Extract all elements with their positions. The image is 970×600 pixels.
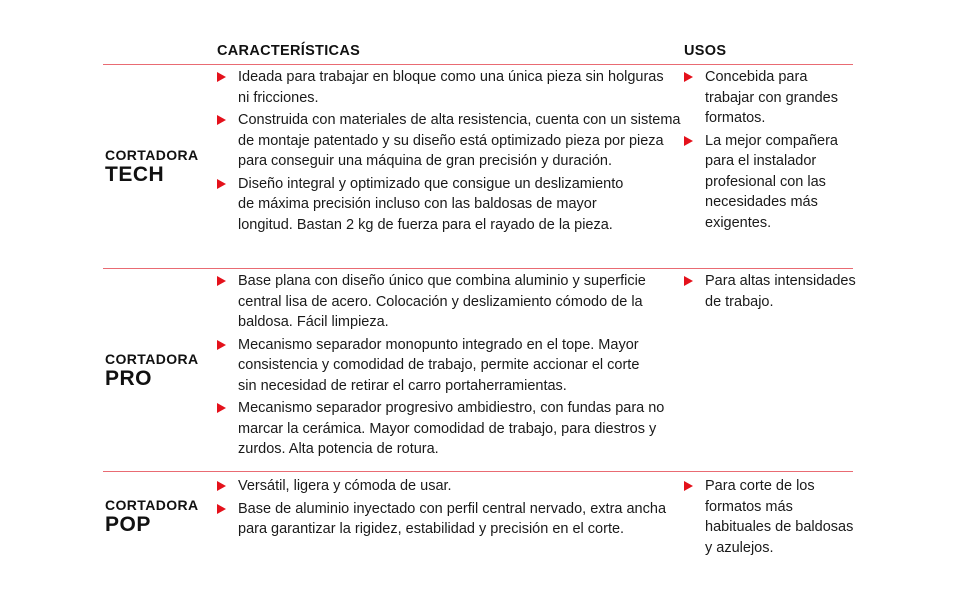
product-name-big: PRO <box>105 367 153 390</box>
use-text: Para corte de los formatos más habituales de baldosas y azulejos. <box>705 478 854 556</box>
feature-item <box>217 398 683 460</box>
feature-text: Mecanismo separador progresivo ambidiestro, con fundas para no marcar la cerámica. Mayor comodidad de trabajo, para diestros y zurdos. Alta potencia de rotura. <box>238 400 665 457</box>
features-list-pop <box>217 476 677 540</box>
use-item <box>684 271 859 312</box>
bullet-arrow-icon <box>684 72 693 82</box>
bullet-arrow-icon <box>684 276 693 286</box>
row-divider <box>103 268 853 269</box>
use-item <box>684 67 859 129</box>
feature-item <box>217 335 653 397</box>
use-text: Para altas intensidades de trabajo. <box>705 273 856 310</box>
row-divider <box>103 471 853 472</box>
product-name-big: POP <box>105 513 151 536</box>
use-item <box>684 131 859 234</box>
bullet-arrow-icon <box>217 504 226 514</box>
bullet-arrow-icon <box>217 115 226 125</box>
feature-text: Ideada para trabajar en bloque como una única pieza sin holguras ni fricciones. <box>238 69 664 106</box>
bullet-arrow-icon <box>217 403 226 413</box>
uses-list-tech <box>684 67 859 233</box>
feature-item <box>217 476 677 497</box>
product-name-small: CORTADORA <box>105 497 199 513</box>
bullet-arrow-icon <box>217 72 226 82</box>
product-name-small: CORTADORA <box>105 351 199 367</box>
feature-text: Mecanismo separador monopunto integrado en el tope. Mayor consistencia y comodidad de trabajo, permite accionar el corte sin necesidad de retirar el carro portaherramientas. <box>238 336 640 394</box>
header-usos: USOS <box>684 43 727 59</box>
feature-item <box>217 174 638 236</box>
bullet-arrow-icon <box>684 481 693 491</box>
feature-text: Diseño integral y optimizado que consigue un deslizamiento de máxima precisión incluso con las baldosas de mayor longitud. Bastan 2 kg de fuerza para el rayado de la pieza. <box>238 175 624 233</box>
feature-text: Base de aluminio inyectado con perfil central nervado, extra ancha para garantizar la rigidez, estabilidad y precisión en el corte. <box>238 500 667 537</box>
use-text: Concebida para trabajar con grandes formatos. <box>705 69 838 126</box>
bullet-arrow-icon <box>217 179 226 189</box>
feature-item <box>217 110 688 172</box>
feature-item <box>217 67 677 108</box>
product-name-tech <box>105 147 199 187</box>
feature-text: Construida con materiales de alta resistencia, cuenta con un sistema de montaje patentado y su diseño está optimizado pieza por pieza para conseguir una máquina de gran precisión y duración. <box>238 112 681 169</box>
bullet-arrow-icon <box>684 136 693 146</box>
bullet-arrow-icon <box>217 276 226 286</box>
bullet-arrow-icon <box>217 340 226 350</box>
feature-text: Versátil, ligera y cómoda de usar. <box>238 478 452 494</box>
product-name-pro <box>105 351 199 391</box>
header-caracteristicas: CARACTERÍSTICAS <box>217 43 361 59</box>
use-item <box>684 476 859 558</box>
use-text: La mejor compañera para el instalador profesional con las necesidades más exigentes. <box>705 132 838 231</box>
uses-list-pro <box>684 271 859 312</box>
features-list-tech <box>217 67 681 235</box>
feature-text: Base plana con diseño único que combina aluminio y superficie central lisa de acero. Colocación y deslizamiento cómodo de la baldosa. Fácil limpieza. <box>238 273 646 330</box>
features-list-pro <box>217 271 677 460</box>
uses-list-pop <box>684 476 859 558</box>
product-name-pop <box>105 497 199 537</box>
feature-item <box>217 271 677 333</box>
bullet-arrow-icon <box>217 481 226 491</box>
product-name-big: TECH <box>105 163 165 186</box>
product-name-small: CORTADORA <box>105 147 199 163</box>
row-divider <box>103 64 853 65</box>
feature-item <box>217 499 668 540</box>
